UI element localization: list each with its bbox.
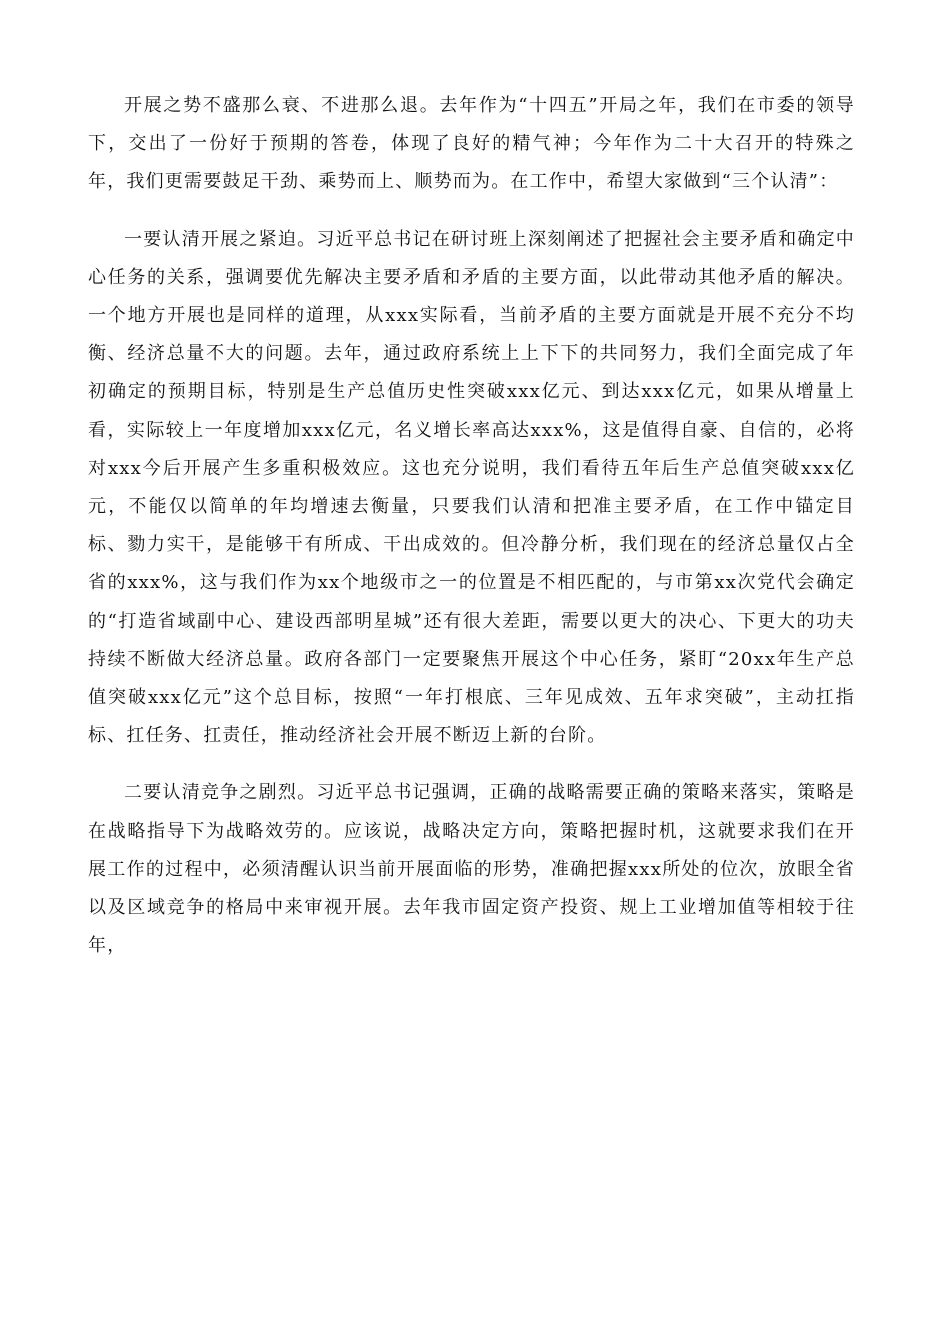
paragraph-first-point: 一要认清开展之紧迫。习近平总书记在研讨班上深刻阐述了把握社会主要矛盾和确定中心任务的关系，强调要优先解决主要矛盾和矛盾的主要方面，以此带动其他矛盾的解决。一个地方开展也是同样的道理，从xxx实际看，当前矛盾的主要方面就是开展不充分不均衡、经济总量不大的问题。去年，通过政府系统上上下下的共同努力，我们全面完成了年初确定的预期目标，特别是生产总值历史性突破xxx亿元、到达xxx亿元，如果从增量上看，实际较上一年度增加xxx亿元，名义增长率高达xxx%，这是值得自豪、自信的，必将对xxx今后开展产生多重积极效应。这也充分说明，我们看待五年后生产总值突破xxx亿元，不能仅以简单的年均增速去衡量，只要我们认清和把准主要矛盾，在工作中锚定目标、勠力实干，是能够干有所成、干出成效的。但冷静分析，我们现在的经济总量仅占全省的xxx%，这与我们作为xx个地级市之一的位置是不相匹配的，与市第xx次党代会确定的“打造省域副中心、建设西部明星城”还有很大差距，需要以更大的决心、下更大的功夫持续不断做大经济总量。政府各部门一定要聚焦开展这个中心任务，紧盯“20xx年生产总值突破xxx亿元”这个总目标，按照“一年打根底、三年见成效、五年求突破”，主动扛指标、扛任务、扛责任，推动经济社会开展不断迈上新的台阶。 xyxy=(88,228,855,747)
paragraph-second-point: 二要认清竞争之剧烈。习近平总书记强调，正确的战略需要正确的策略来落实，策略是在战略指导下为战略效劳的。应该说，战略决定方向，策略把握时机，这就要求我们在开展工作的过程中，必须清醒认识当前开展面临的形势，准确把握xxx所处的位次，放眼全省以及区域竞争的格局中来审视开展。去年我市固定资产投资、规上工业增加值等相较于往年， xyxy=(88,782,855,957)
paragraph-intro: 开展之势不盛那么衰、不进那么退。去年作为“十四五”开局之年，我们在市委的领导下，交出了一份好于预期的答卷，体现了良好的精气神；今年作为二十大召开的特殊之年，我们更需要鼓足干劲、乘势而上、顺势而为。在工作中，希望大家做到“三个认清”： xyxy=(88,95,855,193)
document-body xyxy=(88,87,855,965)
